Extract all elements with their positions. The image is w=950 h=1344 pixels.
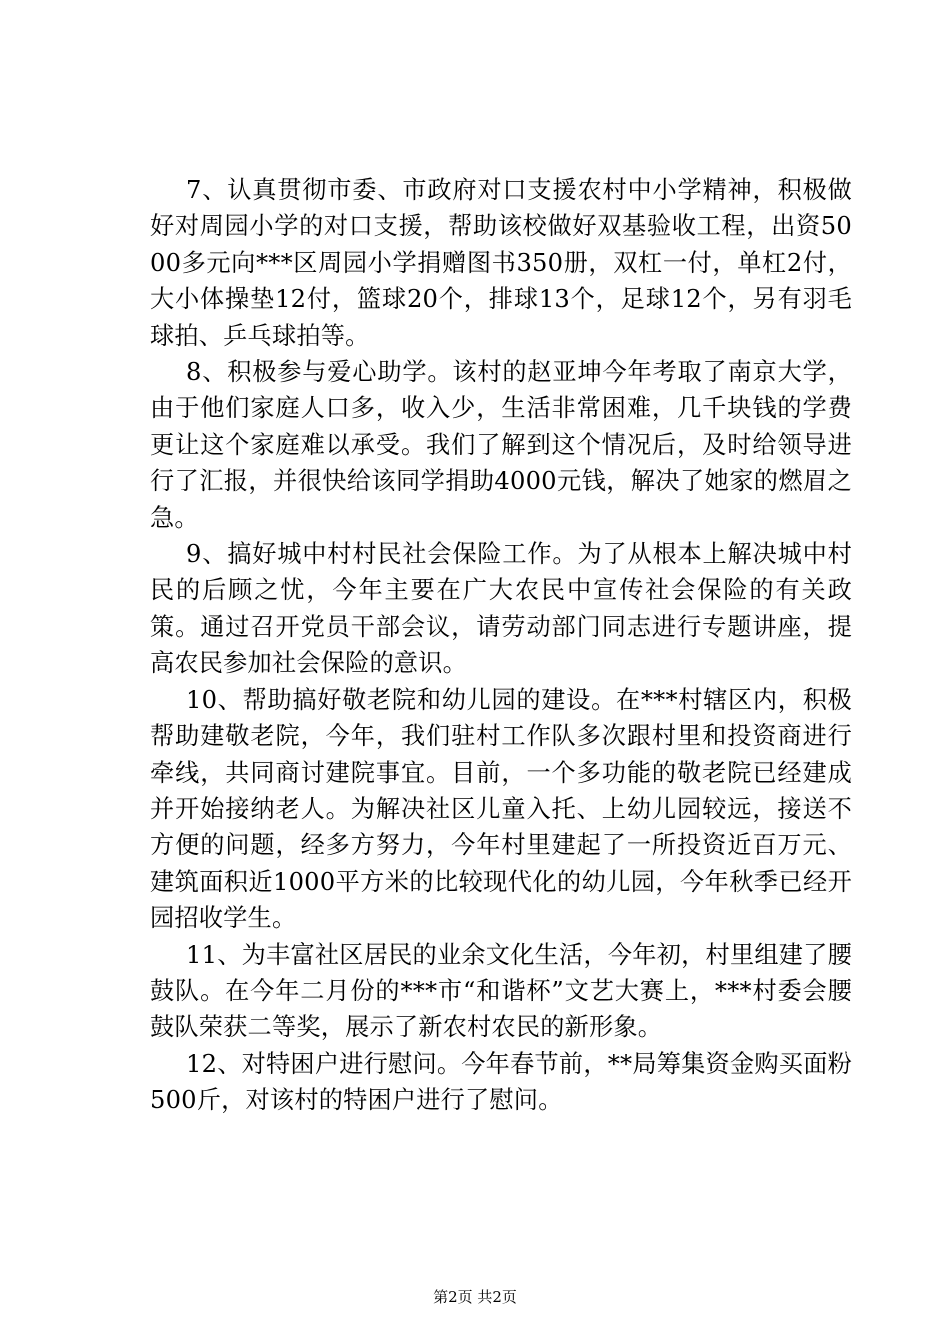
paragraph-item-10: 10、帮助搞好敬老院和幼儿园的建设。在***村辖区内，积极帮助建敬老院，今年，我们驻村工作队多次跟村里和投资商进行牵线，共同商讨建院事宜。目前，一个多功能的敬老院已经建成并开始接纳老人。为解决社区儿童入托、上幼儿园较远，接送不方便的问题，经多方努力，今年村里建起了一所投资近百万元、建筑面积近1000平方米的比较现代化的幼儿园，今年秋季已经开园招收学生。 <box>150 685 852 933</box>
paragraph-item-9: 9、搞好城中村村民社会保险工作。为了从根本上解决城中村民的后顾之忧，今年主要在广大农民中宣传社会保险的有关政策。通过召开党员干部会议，请劳动部门同志进行专题讲座，提高农民参加社会保险的意识。 <box>150 540 852 678</box>
paragraph-item-12: 12、对特困户进行慰问。今年春节前，**局筹集资金购买面粉500斤，对该村的特困户进行了慰问。 <box>150 1049 852 1115</box>
document-body <box>150 172 852 1119</box>
paragraph-item-11: 11、为丰富社区居民的业余文化生活，今年初，村里组建了腰鼓队。在今年二月份的***市“和谐杯”文艺大赛上，***村委会腰鼓队荣获二等奖，展示了新农村农民的新形象。 <box>150 940 852 1042</box>
paragraph-item-8: 8、积极参与爱心助学。该村的赵亚坤今年考取了南京大学，由于他们家庭人口多，收入少，生活非常困难，几千块钱的学费更让这个家庭难以承受。我们了解到这个情况后，及时给领导进行了汇报，并很快给该同学捐助4000元钱，解决了她家的燃眉之急。 <box>150 358 852 532</box>
page-number-footer: 第2页 共2页 <box>433 1288 517 1306</box>
paragraph-item-7: 7、认真贯彻市委、市政府对口支援农村中小学精神，积极做好对周园小学的对口支援，帮助该校做好双基验收工程，出资5000多元向***区周园小学捐赠图书350册，双杠一付，单杠2付，大小体操垫12付，篮球20个，排球13个，足球12个，另有羽毛球拍、乒乓球拍等。 <box>150 176 852 350</box>
